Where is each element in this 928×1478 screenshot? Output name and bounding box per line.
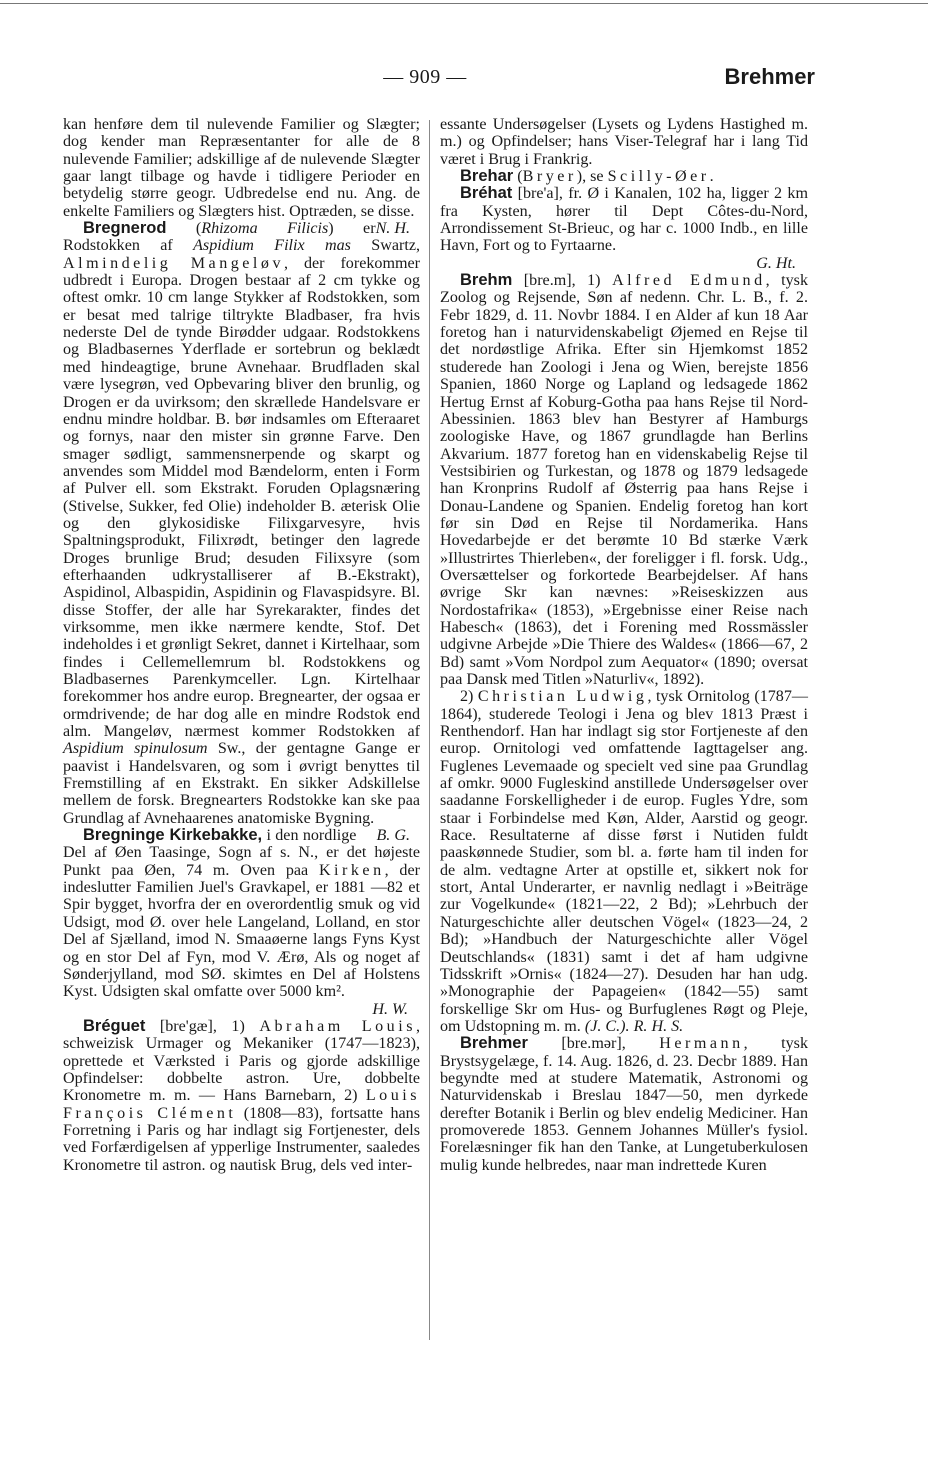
entry-continuation: kan henføre dem til nulevende Familier og Slægter; dog kender man Repræsentanter for alle de 8 nulevende Familier; adskillige af de nulevende Slægter gaar langt tilbage og havde i tidligere Perioder en betydelig større geogr. Udbredelse end nu. Ang. de enkelte Familiers og Slægters hist. Optræden, se disse. N. H. bbox=[63, 116, 420, 238]
signature: H. W. bbox=[372, 1000, 408, 1018]
entry-brehm-2: 2) Christian Ludwig, tysk Ornitolog (1787—1864), studerede Teologi i Jena og blev 1813 Præst i Renthendorf. Han har indlagt sig stor Fortjeneste af den europ. Ornitologi ved omfattende Iagttagelser ang. Fuglenes Levemaade og specielt ved sine paa Grundlag af omkr. 9000 Fugleskind anstillede Undersøgelser over saadanne Forskelligheder i de europ. Fugles Ydre, som staar i Forbindelse med Køn, Alder, Aarstid og geogr. Race. Resultaterne af disse først i Nutiden fuldt paaskønnede Studier, som bl. a. førte ham til inden for de alm. vedtagne Arter at opstille et, sikkert nok for stort, Antal Underarter, er navnlig nedlagt i »Beiträge zur Vogelkunde« (1821—22, 2 Bd); »Lehrbuch der Naturgeschichte aller deutschen Vögel« (1823—24, 2 Bd); »Handbuch der Naturgeschichte aller Vögel Deutschlands« (1831) samt i det af ham udgivne Tidsskrift »Ornis« (1824—27). Desuden har han udg. »Monographie der Papageien« (1842—55) samt forskellige Skr om Hus- og Burfuglenes Røgt og Pleje, om Udstopning m. m. (J. C.). R. H. S. bbox=[440, 688, 808, 1035]
entry-headword: Bréhat bbox=[460, 184, 513, 203]
entry-bregninge: Bregninge Kirkebakke, i den nordlige Del af Øen Taasinge, Sogn af s. N., er det højeste Punkt paa Øen, 74 m. Oven paa Kirken, der indeslutter Familien Juel's Gravkapel, er 1881 —82 et Spir bygget, hvorfra der en overordentlig smuk og vid Udsigt, mod Ø. over hele Langeland, Lolland, en stor Del af Sjælland, imod N. Smaaøerne langs Fyns Kyst og en stor Del af Fyn, mod V. Ærø, Als og noget af Sønderjylland, mod SØ. skimtes en Del af Holstens Kyst. Udsigten skal omfatte over 5000 km². bbox=[63, 826, 420, 1001]
entry-breguet: Bréguet [bre'gæ], 1) Abraham Louis, schweizisk Urmager og Mekaniker (1747—1823), oprettede et Værksted i Paris og gjorde adskillige Opfindelser: dobbelte astron. Ure, dobbelte Kronometre m. m. — Hans Barnebarn, 2) Louis François Clément (1808—83), fortsatte hans Forretning i Paris og har indlagt sig Fortjenester, dels ved Forfærdigelsen af ypperlige Instrumenter, saaledes Kronometre til astron. og nautisk Brug, dels ved inter- bbox=[63, 1016, 420, 1174]
entry-brehar: Brehar (Bryer), se Scilly-Øer. bbox=[460, 167, 714, 186]
entry-headword: Brehar bbox=[460, 167, 514, 186]
entry-headword: Brehmer bbox=[460, 1034, 528, 1053]
signature: N. H. bbox=[375, 220, 410, 238]
page-number: — 909 — bbox=[383, 66, 467, 88]
entry-brehmer: Brehmer [bre.mər], Hermann, tysk Brystsygelæge, f. 14. Aug. 1826, d. 23. Decbr 1889. Han begyndte med at studere Matematik, Astronomi og Naturvidenskab i Breslau 1847—50, men dyrkede derefter Botanik i Berlin og blev endelig Mediciner. Han promoverede 1853. Gennem Johannes Müller's fysiol. Forelæsninger fik han den Tanke, at Lungetuberkulosen mulig kunde helbredes, naar man indrettede Kuren bbox=[440, 1034, 808, 1174]
signature: (J. C.). R. H. S. bbox=[584, 1017, 684, 1035]
entry-headword: Bregnerod bbox=[83, 219, 167, 238]
entry-brehat: Bréhat [bre'a], fr. Ø i Kanalen, 102 ha, ligger 2 km fra Kysten, hører til Dept Côtes-du-Nord, Arrondissement St-Brieuc, og har c. 1000 Indb., en lille Havn, Fort og to Fyrtaarne. bbox=[440, 184, 808, 255]
entry-headword: Bregninge Kirkebakke, bbox=[83, 826, 263, 845]
column-divider bbox=[429, 120, 430, 1340]
signature: B. G. bbox=[376, 827, 410, 845]
right-column bbox=[440, 116, 808, 1174]
entry-brehm: Brehm [bre.m], 1) Alfred Edmund, tysk Zoolog og Rejsende, Søn af nedenn. Chr. L. B., f. 2. Febr 1829, d. 11. Novbr 1884. I en Alder af kun 18 Aar foretog han i naturvidenskabeligt Øjemed en Rejse til det nordøstlige Afrika. Efter sin Hjemkomst 1852 studerede han Zoologi i Jena og Wien, berejste 1856 Spanien, 1860 Norge og Lapland og ledsagede 1862 Hertug Ernst af Koburg-Gotha paa hans Rejse til Nord-Abessinien. 1863 blev han Bestyrer af Hamburgs zoologiske Have, og 1867 grundlagde han Berlins Akvarium. 1877 foretog han en videnskabelig Rejse til Vestsibirien og Turkestan, og 1878 og 1879 ledsagede han Kronprins Rudolf af Østerrig paa hans Rejse i Donau-Landene og Spanien. Endelig foretog han kort før sin Død en Rejse til Nordamerika. Hans Hovedarbejde er det berømte 10 Bd stærke Værk »Illustrirtes Thierleben«, der foreligger i fl. forsk. Udg., Oversættelser og forkortede Bearbejdelser. Af hans øvrige Skr kan nævnes: »Reiseskizzen aus Nordostafrika« (1853), »Ergebnisse einer Reise nach Habesch« (1863), det i Forening med Rossmässler udgivne Arbejde »Die Thiere des Waldes« (1866—67, 2 Bd) samt »Vom Nordpol zum Aequator« (1890; oversat paa Dansk med Titlen »Naturliv«, 1892). bbox=[440, 271, 808, 688]
top-rule bbox=[0, 3, 928, 4]
entry-bregnerod: Bregnerod (Rhizoma Filicis) er Rodstokken af Aspidium Filix mas Swartz, Almindelig Mangeløv, der forekommer udbredt i Europa. Drogen bestaar af 2 cm tykke og oftest omkr. 10 cm lange Stykker af Rodstokken, som er besat med talrige tiltrykte Bladbaser, fra hvis nederste Del de tynde Birødder udgaar. Rodstokkens og Bladbasernes Yderflade er sortebrun og beklædt med hindeagtige, brune Avnehaar. Brudfladen skal være lysegrøn, ved Opbevaring bliver den brunlig, og Drogen er da uvirksom; den skrællede Handelsvare er endnu mindre holdbar. B. bør indsamles om Efteraaret og fornys, naar den mister sin grønne Farve. Den smager sødligt, sammensnerpende og skarpt og anvendes som Middel mod Bændelorm, enten i Form af Pulver ell. som Ekstrakt. Foruden Oplagsnæring (Stivelse, Sukker, fed Olie) indeholder B. æterisk Olie og den glykosidiske Filixgarvesyre, hvis Spaltningsprodukt, Filixrødt, betinger den lagrede Droges brunlige Brud; desuden Filixsyre (som efterhaanden udkrystalliserer af B.-Ekstrakt), Aspidinol, Albaspidin, Aspidinin og Flavaspidsyre. Bl. disse Stoffer, der alle har Syrekarakter, findes det virksomme, men ikke nærmere kendte, Stof. Det indeholdes i et grønligt Sekret, dannet i Kirtelhaar, som findes i Cellemellemrum bl. Rodstokkens og Bladbasernes Parenkymceller. Lgn. Kirtelhaar forekommer hos andre europ. Bregnearter, der ogsaa er ormdrivende; de har dog alle en mindre Rodstok end alm. Mangeløv, nærmest kommer Rodstokken af Aspidium spinulosum Sw., der gentagne Gange er paavist i Handelsvaren, og som i øvrigt benyttes til Fremstilling af en Ekstrakt. En sikker Adskillelse mellem de forsk. Bregnearters Rodstokke kan ske paa Grundlag af Avnehaarenes anatomiske Bygning. B. G. bbox=[63, 219, 420, 845]
entry-headword: Brehm bbox=[460, 271, 513, 290]
running-head: Brehmer bbox=[724, 64, 815, 89]
entry-headword: Bréguet bbox=[83, 1016, 146, 1035]
left-column bbox=[63, 116, 420, 1174]
entry-continuation: essante Undersøgelser (Lysets og Lydens Hastighed m. m.) og Opfindelser; hans Viser-Telegraf har i lang Tid været i Brug i Frankrig. bbox=[440, 116, 808, 168]
signature: G. Ht. bbox=[756, 254, 796, 272]
